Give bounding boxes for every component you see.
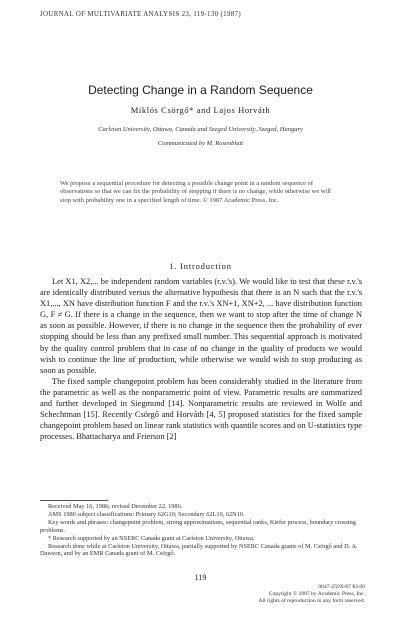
footnote-rule	[40, 500, 108, 501]
footnote-ams: AMS 1980 subject classifications: Primary 62G10; Secondary 62L10, 62N10.	[48, 510, 245, 518]
footnote-research: Research done while at Carleton University, Ottawa, partially supported by NSERC Canada grants of M. Csörgő and D. A. Dawson, and by an EMR Canada grant of M. Csörgő.	[40, 542, 358, 558]
abstract: We propose a sequential procedure for detecting a possible change point in a random sequence of observations so that we can fix the probability of stopping if there is no change, while otherwise we will stop with probability one in a specified length of time. © 1987 Academic Press, Inc.	[60, 180, 331, 204]
journal-header: JOURNAL OF MULTIVARIATE ANALYSIS 23, 119-130 (1987)	[40, 10, 241, 18]
communicated-by-line: Communicated by M. Rosenblatt	[157, 140, 244, 147]
body-paragraph: The fixed sample changepoint problem has been considerably studied in the literature from the parametric as well as the nonparametric point of view. Parametric results are summarized and further developed in Siegmund [14]. Nonparametric results are reviewed in Wolfe and Schechtman [15]. Recently Csörgő and Horváth [4, 5] proposed statistics for the fixed sample changepoint problem based on linear rank statistics with quantile scores and on U-statistics type processes. Bhattacharya and Frierson [2]	[40, 376, 362, 442]
author-line: Miklós Csörgő* and Lajos Horváth	[130, 105, 271, 115]
body-paragraph: Let X1, X2,... be independent random variables (r.v.'s). We would like to test that these r.v.'s are identically distributed versus the alternative hypothesis that there is an N such that the r.v.'s X1,..., XN have distribution function F and the r.v.'s XN+1, XN+2, ... have distribution function G, F ≠ G. If there is a change in the sequence, then we want to stop after the time of change N as soon as possible. However, if there is no change in the sequence then the probability of ever stopping should be less than any prefixed small number. This sequential approach is motivated by the quality control problem that in case of no change in the quality of products we would wish to continue the line of production, while otherwise we would wish to stop producing as soon as possible.	[40, 277, 362, 375]
footnote-support: * Research supported by an NSERC Canada grant at Carleton University, Ottawa.	[48, 534, 255, 542]
footnotes	[40, 503, 362, 558]
affiliation-line: Carleton University, Ottawa, Canada and Szeged University, Szeged, Hungary	[98, 126, 303, 133]
issn-line: 0047-259X/87 $3.00	[318, 584, 365, 590]
rights-line: All rights of reproduction in any form reserved.	[258, 597, 365, 604]
section-heading: 1. Introduction	[169, 261, 232, 271]
copyright-line: Copyright © 1987 by Academic Press, Inc.	[268, 590, 365, 597]
paper-title: Detecting Change in a Random Sequence	[88, 83, 313, 97]
page-number: 119	[194, 573, 207, 582]
copyright-block	[241, 584, 365, 604]
footnote-received: Received May 16, 1986; revised December 22, 1986.	[48, 503, 183, 510]
footnote-keywords: Key words and phrases: changepoint problem, strong approximations, sequential ranks, Kiefer process, boundary crossing problems.	[40, 518, 356, 534]
body-text	[40, 276, 362, 442]
